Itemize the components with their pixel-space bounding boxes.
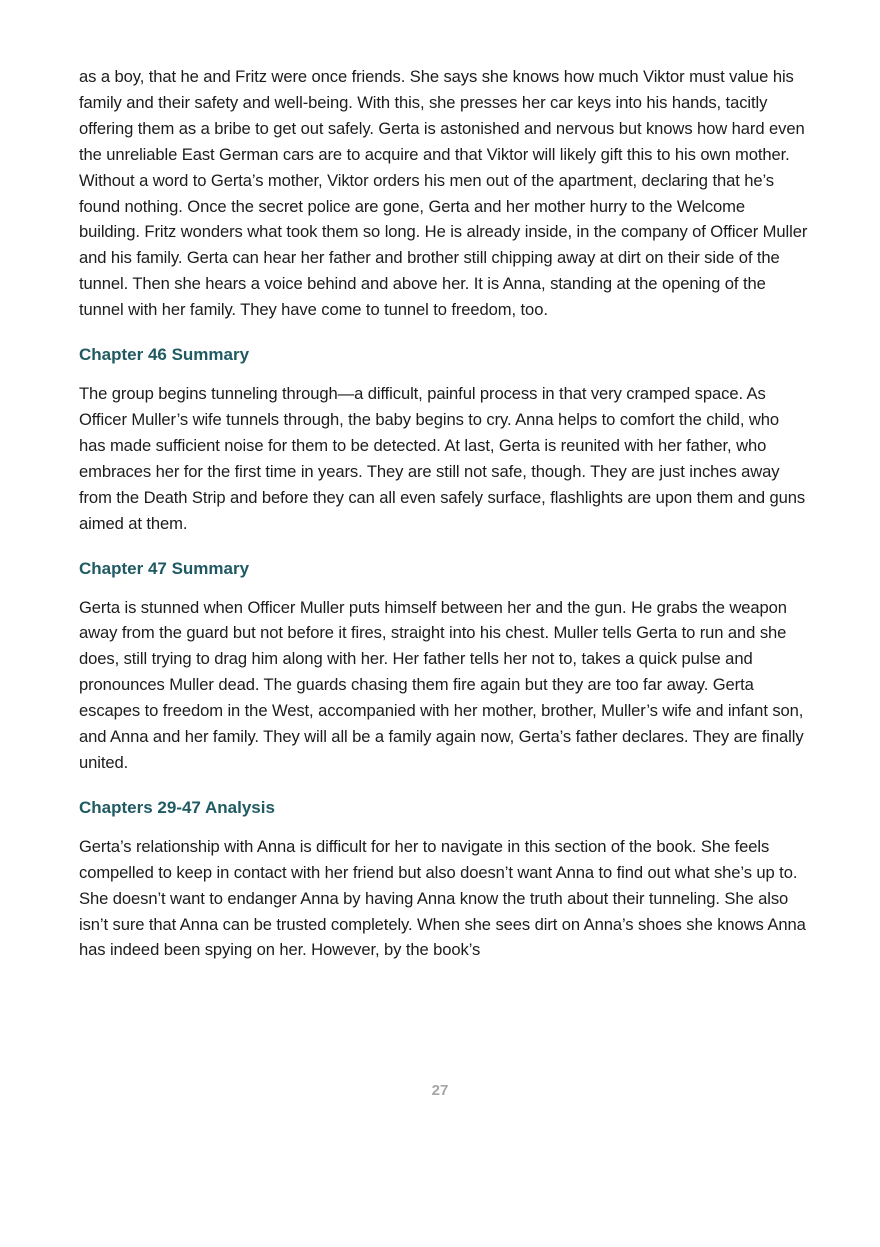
chapter-47-heading: Chapter 47 Summary — [79, 558, 250, 578]
analysis-paragraph: Gerta’s relationship with Anna is difficult for her to navigate in this section of the book. She feels compelled to keep in contact with her friend but also doesn’t want Anna to find out what she’s up to. She doesn’t want to endanger Anna by having Anna know the truth about their tunneling. She also isn’t sure that Anna can be trusted completely. When she sees dirt on Anna’s shoes she knows Anna has indeed been spying on her. However, by the book’s — [79, 836, 806, 960]
intro-paragraph: as a boy, that he and Fritz were once friends. She says she knows how much Viktor must value his family and their safety and well-being. With this, she presses her car keys into his hands, tacitly offering them as a bribe to get out safely. Gerta is astonished and nervous but knows how hard even the unreliable East German cars are to acquire and that Viktor will likely gift this to his own mother. Without a word to Gerta’s mother, Viktor orders his men out of the apartment, declaring that he’s found nothing. Once the secret police are gone, Gerta and her mother hurry to the Welcome building. Fritz wonders what took them so long. He is already inside, in the company of Officer Muller and his family. Gerta can hear her father and brother still chipping away at dirt on their side of the tunnel. Then she hears a voice behind and above her. It is Anna, standing at the opening of the tunnel with her family. They have come to tunnel to freedom, too. — [79, 67, 808, 320]
chapter-47-paragraph: Gerta is stunned when Officer Muller puts himself between her and the gun. He grabs the weapon away from the guard but not before it fires, straight into his chest. Muller tells Gerta to run and she does, still trying to drag him along with her. Her father tells her not to, takes a quick pulse and pronounces Muller dead. The guards chasing them fire again but they are too far away. Gerta escapes to freedom in the West, accompanied with her mother, brother, Muller’s wife and infant son, and Anna and her family. They will all be a family again now, Gerta’s father declares. They are finally united. — [79, 597, 804, 772]
document-page — [79, 64, 809, 963]
analysis-heading: Chapters 29-47 Analysis — [79, 797, 275, 817]
page-number: 27 — [431, 1082, 449, 1099]
chapter-46-heading: Chapter 46 Summary — [79, 345, 250, 365]
chapter-46-paragraph: The group begins tunneling through—a difficult, painful process in that very cramped space. As Officer Muller’s wife tunnels through, the baby begins to cry. Anna helps to comfort the child, who has made sufficient noise for them to be detected. At last, Gerta is reunited with her father, who embraces her for the first time in years. They are still not safe, though. They are just inches away from the Death Strip and before they can all even safely surface, flashlights are upon them and guns aimed at them. — [79, 384, 806, 533]
